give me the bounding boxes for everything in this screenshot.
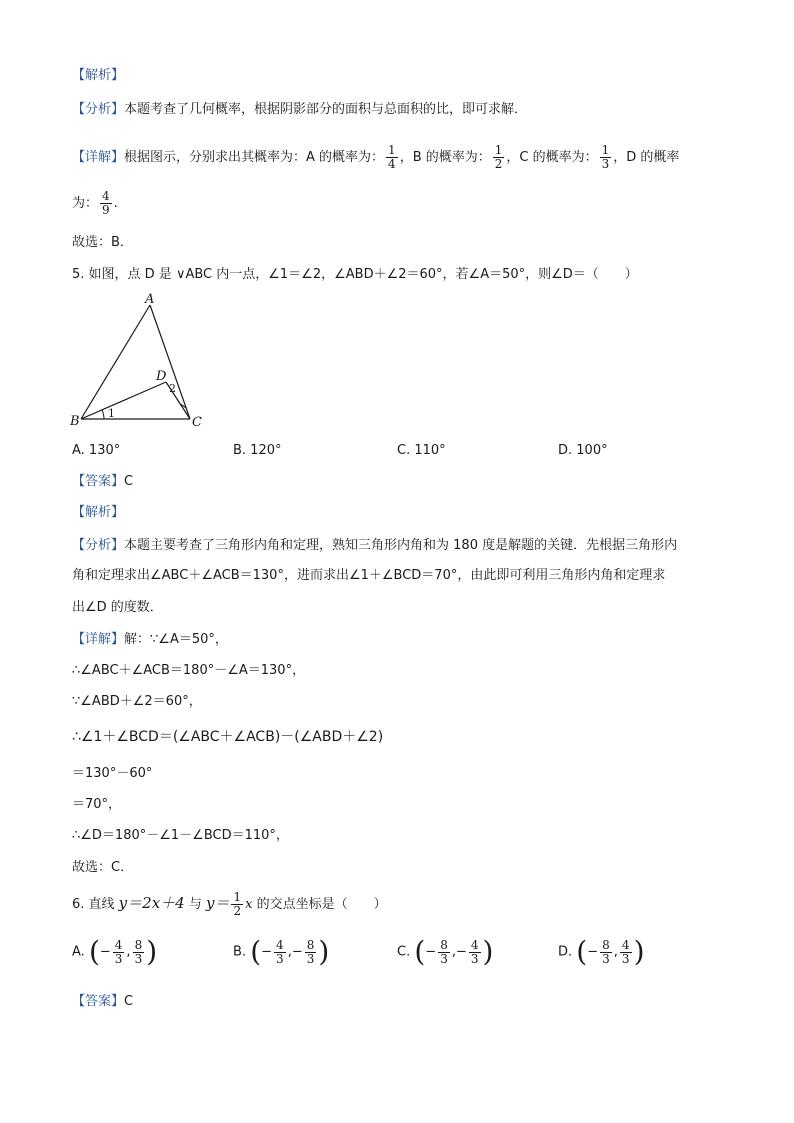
q4-analysis: [72, 100, 527, 120]
q5-answer-value: C: [124, 474, 134, 489]
fraction-den: 3: [114, 951, 123, 966]
right-paren: ): [146, 935, 158, 968]
fraction-den: 3: [602, 951, 610, 966]
q5-option-d: D. 100°: [558, 443, 608, 458]
q6-option-b: B. (− $\frac{4}{3}$ ,− $\frac{8}{3}$ ): [233, 935, 330, 968]
fraction-den: 3: [306, 951, 315, 966]
q6-stem: [72, 890, 387, 918]
q6-equation-2-left: y＝: [205, 894, 230, 912]
fraction-b: [493, 144, 505, 171]
fraction-num: 1: [601, 143, 610, 157]
left-paren: (: [250, 935, 262, 968]
q5-detail-step-4: ∴∠1＋∠BCD＝(∠ABC＋∠ACB)－(∠ABD＋∠2): [72, 729, 384, 745]
angle-2-label: 2: [169, 382, 176, 395]
left-paren: (: [88, 935, 100, 968]
minus-sign: −: [425, 944, 437, 960]
q5-stem: 5. 如图，点 D 是 ∨ABC 内一点，∠1＝∠2，∠ABD＋∠2＝60°，若∠A＝50°，则∠D＝（ ）: [72, 267, 638, 282]
q5-option-c: C. 110°: [397, 443, 446, 458]
vertex-a-label: A: [145, 292, 155, 307]
q5-answer-tag: 【答案】: [72, 474, 125, 489]
coord-y-fraction: [469, 939, 481, 966]
fraction-num: 4: [102, 189, 110, 203]
q4-answer-line: 故选：B．: [72, 235, 133, 250]
fraction-d: [100, 190, 112, 217]
fraction-num: 4: [470, 937, 479, 952]
minus-sign: −: [291, 944, 303, 960]
triangle-figure: [70, 292, 230, 432]
fraction-den: 4: [388, 157, 396, 171]
q4-detail-tag: 【详解】: [72, 150, 125, 165]
segment-ab: [81, 305, 150, 419]
fraction-num: 1: [494, 143, 503, 157]
q6-option-a: A. (− $\frac{4}{3}$ , $\frac{8}{3}$ ): [72, 935, 158, 968]
vertex-d-label: D: [156, 369, 167, 384]
q4-detail-text-b: ，B 的概率为：: [399, 150, 491, 165]
fraction-num: 4: [621, 937, 630, 952]
coord-x-fraction: [600, 939, 612, 966]
option-label: D.: [558, 944, 573, 960]
coord-y-fraction: [305, 939, 317, 966]
right-paren: ): [482, 935, 494, 968]
left-paren: (: [576, 935, 588, 968]
left-paren: (: [414, 935, 426, 968]
q5-detail-tag: 【详解】: [72, 632, 125, 647]
coord-y-fraction: [133, 939, 145, 966]
right-paren: ): [633, 935, 645, 968]
fraction-num: 1: [388, 143, 396, 157]
q5-detail-step-5: ＝130°－60°: [72, 766, 153, 781]
q4-detail: [72, 144, 679, 171]
q5-analysis-1: [72, 536, 677, 556]
q4-detail-text-c: ，C 的概率为：: [506, 150, 598, 165]
coord-x-fraction: [274, 939, 286, 966]
q5-detail-step-3: ∵∠ABD＋∠2＝60°，: [72, 694, 202, 709]
q4-detail-line2-suffix: .: [113, 196, 118, 211]
q5-analysis-tag: 【分析】: [72, 538, 125, 553]
fraction-den: 3: [134, 951, 143, 966]
q5-detail-step-8: 故选：C．: [72, 860, 134, 875]
q5-detail-step-1: [72, 630, 228, 650]
q4-detail-text-a: 根据图示，分别求出其概率为：A 的概率为：: [124, 150, 385, 165]
vertex-b-label: B: [70, 414, 80, 429]
q6-equation-2-fraction: [231, 891, 243, 918]
q6-option-d: D. (− $\frac{8}{3}$ , $\frac{4}{3}$ ): [558, 935, 645, 968]
q5-jiexi-heading: 【解析】: [72, 505, 125, 520]
coord-x-fraction: [438, 939, 450, 966]
q5-analysis-3: 出∠D 的度数．: [72, 600, 163, 615]
minus-sign: −: [99, 944, 111, 960]
fraction-num: 8: [306, 937, 315, 952]
q4-detail-line2-prefix: 为：: [72, 196, 99, 211]
q6-answer-tag: 【答案】: [72, 994, 125, 1009]
fraction-num: 8: [440, 937, 448, 952]
q5-detail-step-2: ∴∠ABC＋∠ACB＝180°－∠A＝130°，: [72, 663, 306, 678]
q5-analysis-2: 角和定理求出∠ABC＋∠ACB＝130°，进而求出∠1＋∠BCD＝70°，由此即可利用三角形内角和定理求: [72, 568, 666, 583]
fraction-den: 3: [276, 951, 284, 966]
q6-stem-a: 6. 直线: [72, 897, 119, 912]
fraction-den: 3: [470, 951, 479, 966]
fraction-num: 1: [233, 890, 242, 904]
q4-jiexi-heading: 【解析】: [72, 68, 125, 83]
coord-y-fraction: [620, 939, 632, 966]
option-label: C.: [397, 944, 411, 960]
fraction-den: 2: [233, 904, 242, 918]
fraction-c: [600, 144, 612, 171]
segment-ac: [150, 305, 190, 419]
coord-x-fraction: [113, 939, 125, 966]
q6-equation-1: y＝2x＋4: [118, 894, 185, 912]
angle-1-label: 1: [108, 407, 115, 420]
fraction-num: 8: [134, 937, 143, 952]
segment-bd: [81, 382, 166, 419]
minus-sign: −: [261, 944, 273, 960]
right-paren: ): [318, 935, 330, 968]
q4-analysis-tag: 【分析】: [72, 102, 125, 117]
q6-option-c: C. (− $\frac{8}{3}$ ,− $\frac{4}{3}$ ): [397, 935, 494, 968]
q6-stem-c: 的交点坐标是（ ）: [252, 897, 387, 912]
q4-detail-line2: [72, 190, 118, 217]
q4-detail-text-d: ，D 的概率: [613, 150, 680, 165]
q6-answer: [72, 992, 133, 1012]
minus-sign: −: [455, 944, 467, 960]
q5-step-text: 解：∵∠A＝50°，: [124, 632, 228, 647]
option-label: A.: [72, 944, 85, 960]
q5-analysis-text-1: 本题主要考查了三角形内角和定理，熟知三角形内角和为 180 度是解题的关键．先根据三角形内: [124, 538, 678, 553]
q5-detail-step-6: ＝70°，: [72, 797, 122, 812]
fraction-a: [386, 144, 398, 171]
q5-option-b: B. 120°: [233, 443, 282, 458]
q5-option-a: A. 130°: [72, 443, 121, 458]
fraction-num: 8: [602, 937, 610, 952]
q4-analysis-text: 本题考查了几何概率，根据阴影部分的面积与总面积的比，即可求解．: [124, 102, 528, 117]
fraction-den: 3: [621, 951, 630, 966]
minus-sign: −: [587, 944, 599, 960]
fraction-num: 4: [114, 937, 123, 952]
q6-equation-2-right: x: [245, 897, 253, 912]
q6-answer-value: C: [124, 994, 134, 1009]
vertex-c-label: C: [192, 415, 202, 430]
fraction-den: 3: [601, 157, 610, 171]
fraction-den: 9: [102, 203, 110, 217]
q5-detail-step-7: ∴∠D＝180°－∠1－∠BCD＝110°，: [72, 828, 289, 843]
option-label: B.: [233, 944, 247, 960]
fraction-den: 2: [494, 157, 503, 171]
fraction-num: 4: [276, 937, 284, 952]
angle-1-arc: [102, 410, 104, 419]
q6-stem-b: 与: [184, 897, 206, 912]
q5-answer: [72, 472, 133, 492]
fraction-den: 3: [440, 951, 448, 966]
